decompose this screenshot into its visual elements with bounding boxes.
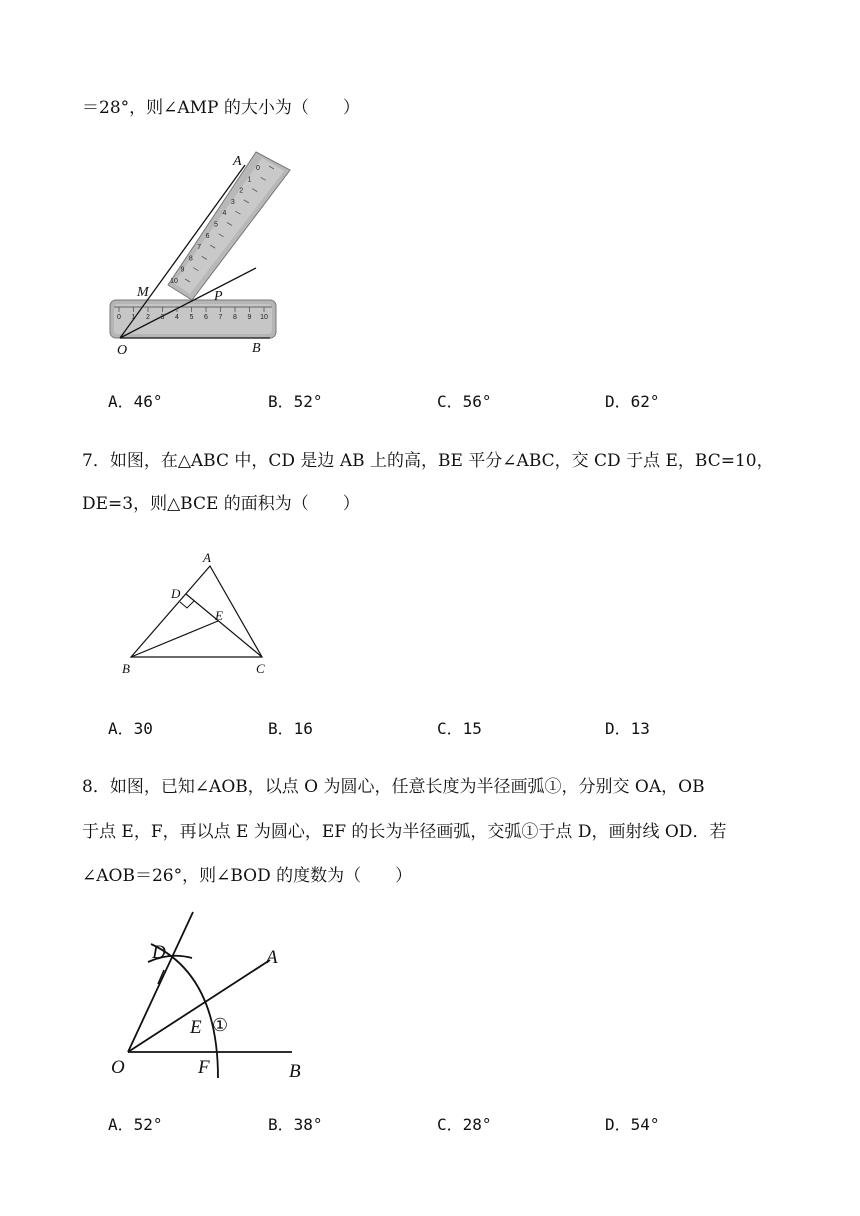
ruler-number: 2 [146, 314, 150, 321]
ruler-number: 3 [160, 314, 165, 321]
ruler-number: 9 [247, 314, 252, 321]
label-M: M [137, 285, 149, 300]
ruler-number: 7 [218, 314, 223, 321]
label-B: B [289, 1061, 301, 1082]
label-O: O [111, 1057, 125, 1078]
q7-figure [110, 545, 280, 680]
q6-option-d[interactable]: D．62° [605, 392, 660, 411]
ruler-number: 5 [214, 221, 218, 229]
ruler-number: 2 [239, 187, 244, 195]
ruler-number: 5 [189, 314, 194, 321]
ruler-number: 6 [205, 232, 210, 240]
q6-options [108, 389, 728, 413]
q8-option-d[interactable]: D．54° [605, 1115, 660, 1134]
q7-figure-svg [110, 545, 280, 680]
q8-stem-line3: ∠AOB＝26°，则∠BOD 的度数为（ ） [82, 866, 413, 886]
q8-figure-svg [105, 905, 310, 1085]
q8-option-c[interactable]: C．28° [437, 1115, 492, 1134]
label-A: A [266, 947, 278, 968]
q6-option-b[interactable]: B．52° [268, 392, 323, 411]
ruler-number: 7 [197, 244, 202, 252]
label-E: E [190, 1017, 202, 1038]
label-O: O [117, 343, 128, 358]
q7-option-b[interactable]: B．16 [268, 719, 313, 738]
ruler-number: 3 [230, 198, 235, 206]
ruler-number: 10 [170, 278, 178, 285]
ruler-number: 10 [260, 314, 268, 321]
altitude-CD [186, 594, 262, 657]
q7-stem-line1: 7．如图，在△ABC 中，CD 是边 AB 上的高，BE 平分∠ABC，交 CD 于点 E，BC=10， [82, 451, 774, 471]
ruler-number: 1 [247, 176, 252, 184]
label-E: E [215, 608, 223, 623]
q6-option-c[interactable]: C．56° [437, 392, 492, 411]
triangle-ABC [131, 566, 262, 657]
q8-stem-line2: 于点 E，F，再以点 E 为圆心，EF 的长为半径画弧，交弧①于点 D，画射线 OD．若 [82, 822, 727, 842]
q8-option-b[interactable]: B．38° [268, 1115, 323, 1134]
q8-option-a[interactable]: A．52° [108, 1115, 163, 1134]
label-A: A [203, 550, 211, 565]
ruler-number: 0 [117, 314, 121, 321]
ruler-number: 4 [222, 210, 227, 218]
label-B: B [122, 661, 130, 676]
q7-stem-line2: DE=3，则△BCE 的面积为（ ） [82, 494, 360, 514]
label-D: D [171, 586, 181, 601]
right-angle-mark [180, 601, 194, 608]
ruler-number: 1 [131, 314, 136, 321]
label-C: C [256, 661, 265, 676]
q6-figure [100, 145, 300, 360]
bisector-BE [131, 621, 218, 657]
ruler-number: 6 [204, 314, 208, 321]
label-F: F [198, 1057, 210, 1078]
ruler-number: 4 [175, 314, 179, 321]
label-B: B [252, 341, 261, 356]
q7-options [108, 716, 728, 740]
q6-stem-tail: ＝28°，则∠AMP 的大小为（ ） [82, 98, 360, 118]
q7-option-a[interactable]: A．30 [108, 719, 153, 738]
tilted-ruler [168, 152, 290, 300]
q8-stem-line1: 8．如图，已知∠AOB，以点 O 为圆心，任意长度为半径画弧①，分别交 OA，OB [82, 777, 705, 797]
q7-option-c[interactable]: C．15 [437, 719, 482, 738]
ruler-number: 8 [233, 314, 237, 321]
q7-option-d[interactable]: D．13 [605, 719, 650, 738]
label-P: P [214, 289, 223, 304]
ruler-number: 0 [256, 165, 260, 172]
q6-option-a[interactable]: A．46° [108, 392, 163, 411]
q8-figure [105, 905, 310, 1085]
label-circle-1: ① [212, 1015, 229, 1035]
q8-options [108, 1112, 728, 1136]
ruler-number: 9 [180, 266, 185, 274]
label-D: D [152, 942, 166, 963]
q6-figure-svg [100, 145, 300, 360]
label-A: A [233, 154, 242, 169]
ruler-number: 8 [188, 255, 193, 263]
